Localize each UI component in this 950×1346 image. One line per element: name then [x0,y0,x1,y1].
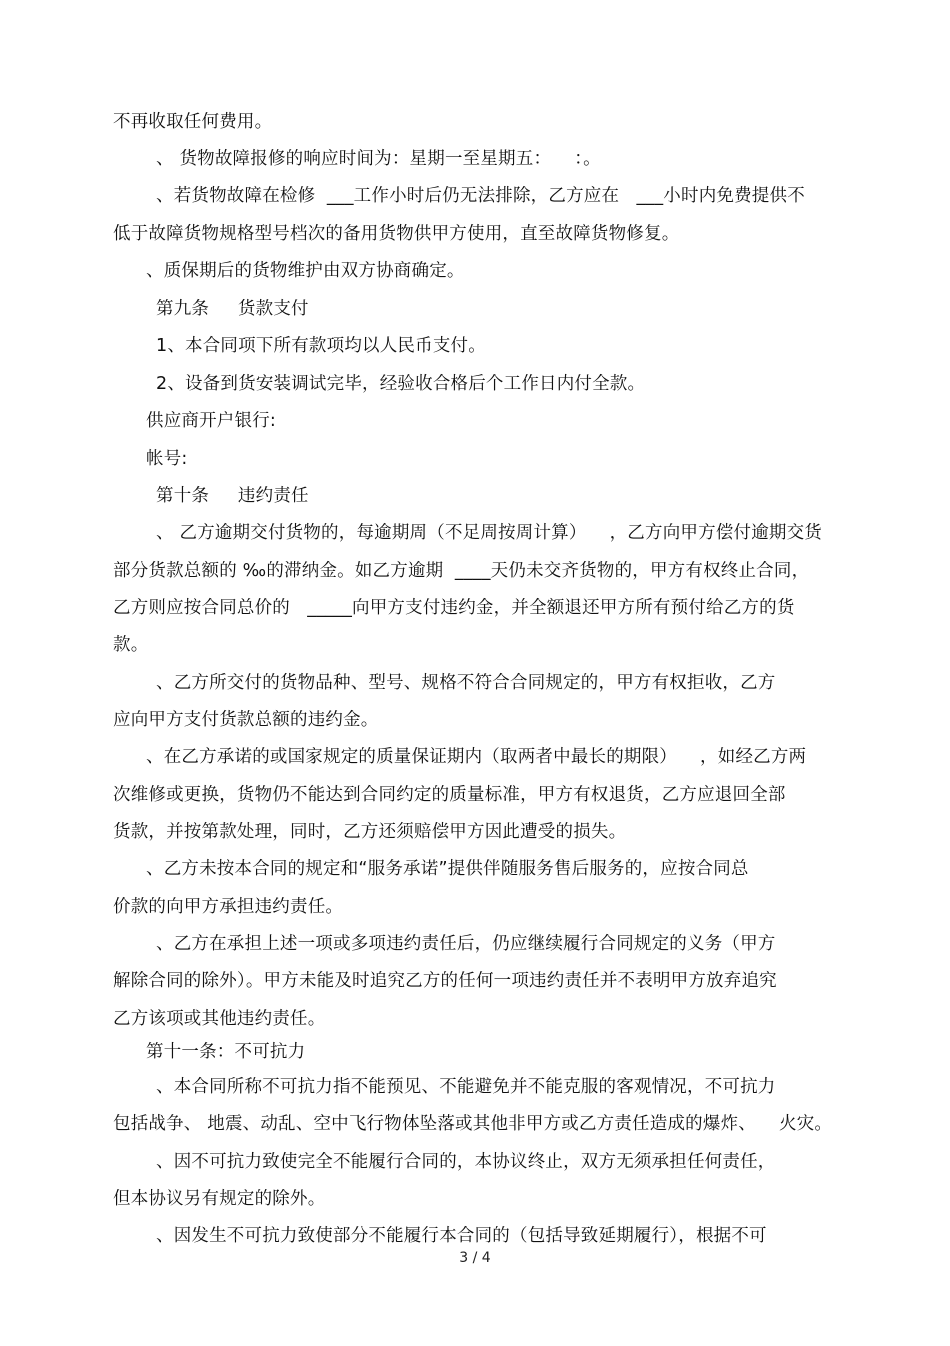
text-line: 帐号: [146,449,188,469]
text-line: 、 乙方逾期交付货物的，每逾期周（不足周按周计算） ，乙方向甲方偿付逾期交货 [156,523,823,543]
text-line: 低于故障货物规格型号档次的备用货物供甲方使用，直至故障货物修复。 [113,224,680,244]
section-heading: 第十一条：不可抗力 [146,1042,306,1062]
text-line: 供应商开户银行: [146,411,276,431]
text-line: 价款的向甲方承担违约责任。 [113,897,344,917]
text-line: 货款，并按第款处理，同时，乙方还须赔偿甲方因此遭受的损失。 [113,822,627,842]
section-heading: 第九条 货款支付 [156,299,309,319]
text-line: 解除合同的除外）。甲方未能及时追究乙方的任何一项违约责任并不表明甲方放弃追究 [113,971,777,991]
text-line: 乙方该项或其他违约责任。 [113,1009,326,1029]
text-line: 款。 [113,635,149,655]
text-line: 2、设备到货安装调试完毕，经验收合格后个工作日内付全款。 [156,374,646,394]
text-line: 、 货物故障报修的响应时间为：星期一至星期五： ：。 [156,149,601,169]
text-line: 、因发生不可抗力致使部分不能履行本合同的（包括导致延期履行），根据不可 [156,1226,767,1246]
section-heading: 第十条 违约责任 [156,486,309,506]
text-line: 部分货款总额的 ‰的滞纳金。如乙方逾期 ____天仍未交齐货物的，甲方有权终止合同， [113,561,810,581]
text-line: 、若货物故障在检修 ___工作小时后仍无法排除，乙方应在 ___小时内免费提供不 [156,186,805,206]
text-line: 、本合同所称不可抗力指不能预见、不能避免并不能克服的客观情况，不可抗力 [156,1077,776,1097]
text-line: 但本协议另有规定的除外。 [113,1189,326,1209]
text-line: 、乙方未按本合同的规定和“服务承诺”提供伴随服务售后服务的，应按合同总 [146,859,749,879]
text-line: 应向甲方支付货款总额的违约金。 [113,710,379,730]
text-line: 1、本合同项下所有款项均以人民币支付。 [156,336,486,356]
text-line: 、在乙方承诺的或国家规定的质量保证期内（取两者中最长的期限） ，如经乙方两 [146,747,807,767]
text-line: 、乙方在承担上述一项或多项违约责任后，仍应继续履行合同规定的义务（甲方 [156,934,776,954]
text-line: 包括战争、 地震、动乱、空中飞行物体坠落或其他非甲方或乙方责任造成的爆炸、 火灾。 [113,1114,833,1134]
text-line: 不再收取任何费用。 [113,112,273,132]
text-line: 乙方则应按合同总价的 _____向甲方支付违约金，并全额退还甲方所有预付给乙方的货 [113,598,795,618]
page-number: 3 / 4 [459,1250,491,1266]
text-line: 次维修或更换，货物仍不能达到合同约定的质量标准，甲方有权退货，乙方应退回全部 [113,785,786,805]
text-line: 、质保期后的货物维护由双方协商确定。 [146,261,465,281]
text-line: 、乙方所交付的货物品种、型号、规格不符合合同规定的，甲方有权拒收，乙方 [156,673,776,693]
text-line: 、因不可抗力致使完全不能履行合同的，本协议终止，双方无须承担任何责任， [156,1152,776,1172]
